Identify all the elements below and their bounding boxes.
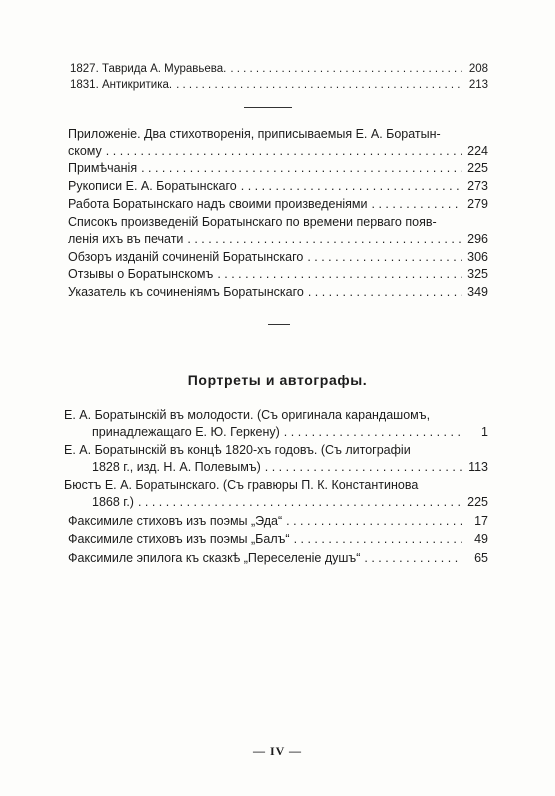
entry-title: 1828 г., изд. Н. А. Полевымъ) <box>92 460 261 474</box>
toc-entry-first-line: Приложеніе. Два стихотворенія, приписываемыя Е. А. Боратын- <box>68 127 441 141</box>
page-number: 296 <box>467 232 488 246</box>
page-number: 65 <box>474 551 488 565</box>
entry-title: Примѣчанія <box>68 161 138 175</box>
toc-entry <box>70 77 488 94</box>
entry-title: Работа Боратынскаго надъ своими произведеніями <box>68 197 368 211</box>
dot-leader <box>308 284 462 301</box>
page-number: 273 <box>467 179 488 193</box>
dot-leader <box>265 459 462 476</box>
toc-entry <box>92 424 488 441</box>
entry-title: скому <box>68 144 102 158</box>
entry-title: 1831. Антикритика. <box>70 79 173 91</box>
page-number: 225 <box>467 495 488 509</box>
dot-leader <box>176 77 462 94</box>
toc-entry <box>68 249 488 266</box>
dot-leader <box>138 494 462 511</box>
toc-entry <box>68 231 488 248</box>
separator-rule <box>244 107 292 108</box>
dot-leader <box>307 249 462 266</box>
page-number: 113 <box>468 460 488 474</box>
toc-entry <box>68 531 488 548</box>
separator-rule <box>268 324 290 325</box>
dot-leader <box>294 531 462 548</box>
toc-entry <box>68 196 488 213</box>
toc-entry <box>68 266 488 283</box>
page-number: 17 <box>474 514 488 528</box>
dot-leader <box>241 178 462 195</box>
entry-title: Факсимиле стиховъ изъ поэмы „Балъ“ <box>68 532 290 546</box>
dot-leader <box>372 196 463 213</box>
toc-entry <box>92 459 488 476</box>
entry-title: 1827. Таврида А. Муравьева. <box>70 63 227 75</box>
page-number: 49 <box>474 532 488 546</box>
toc-entry-first-line: Бюстъ Е. А. Боратынскаго. (Съ гравюры П. К. Константинова <box>64 478 419 492</box>
toc-entry-first-line: Е. А. Боратынскій въ концѣ 1820-хъ годовъ. (Съ литографіи <box>64 443 411 457</box>
page-number: 325 <box>467 267 488 281</box>
page-number: 208 <box>468 63 488 75</box>
dot-leader <box>187 231 462 248</box>
entry-title: 1868 г.) <box>92 495 134 509</box>
toc-entry <box>70 61 488 78</box>
toc-entry <box>68 550 488 567</box>
dot-leader <box>284 424 462 441</box>
entry-title: Указатель къ сочиненіямъ Боратынскаго <box>68 285 304 299</box>
entry-title: Рукописи Е. А. Боратынскаго <box>68 179 237 193</box>
toc-entry <box>68 178 488 195</box>
entry-title: Факсимиле стиховъ изъ поэмы „Эда“ <box>68 514 283 528</box>
toc-entry <box>68 513 488 530</box>
page-number: 306 <box>467 250 488 264</box>
page-number: 279 <box>467 197 488 211</box>
page-number: 1 <box>481 425 488 439</box>
dot-leader <box>364 550 462 567</box>
page-number: 225 <box>467 161 488 175</box>
dot-leader <box>217 266 462 283</box>
entry-title: Отзывы о Боратынскомъ <box>68 267 214 281</box>
section-heading: Портреты и автографы. <box>187 372 368 388</box>
page-folio: — IV — <box>252 744 303 758</box>
toc-entry <box>68 143 488 160</box>
toc-entry <box>68 284 488 301</box>
toc-entry-first-line: Е. А. Боратынскій въ молодости. (Съ оригинала карандашомъ, <box>64 408 431 422</box>
entry-title: Обзоръ изданій сочиненій Боратынскаго <box>68 250 304 264</box>
dot-leader <box>141 160 462 177</box>
page-number: 213 <box>468 79 488 91</box>
dot-leader <box>286 513 462 530</box>
entry-title: принадлежащаго Е. Ю. Геркену) <box>92 425 280 439</box>
entry-title: ленія ихъ въ печати <box>68 232 184 246</box>
page-number: 224 <box>467 144 488 158</box>
toc-entry <box>92 494 488 511</box>
toc-entry <box>68 160 488 177</box>
page-number: 349 <box>467 285 488 299</box>
dot-leader <box>230 61 462 78</box>
toc-entry-first-line: Списокъ произведеній Боратынскаго по времени перваго появ- <box>68 215 437 229</box>
dot-leader <box>106 143 462 160</box>
entry-title: Факсимиле эпилога къ сказкѣ „Переселеніе душъ“ <box>68 551 361 565</box>
